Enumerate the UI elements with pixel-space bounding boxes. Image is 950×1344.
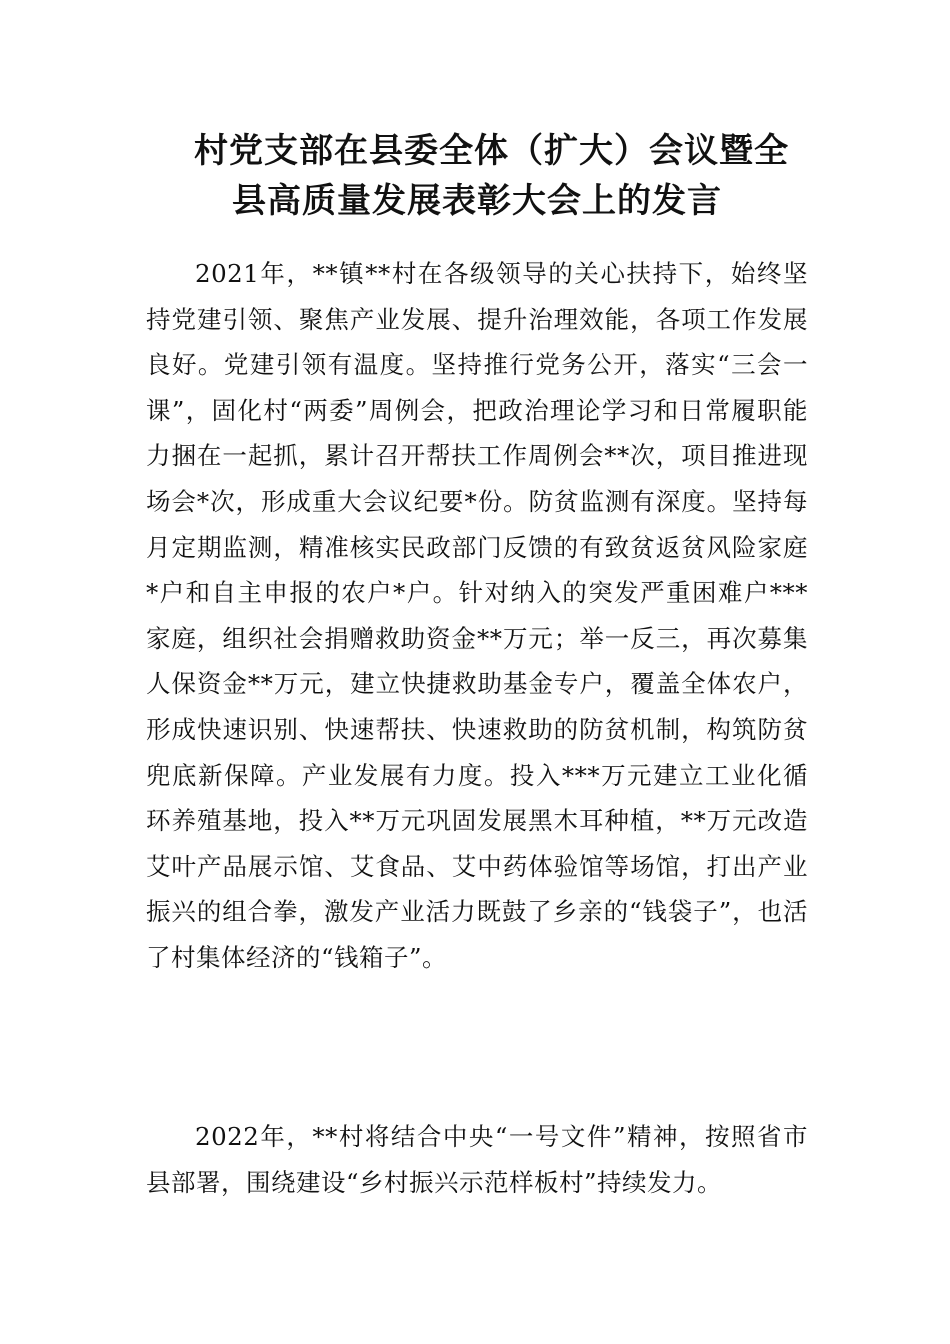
document-title <box>150 126 830 226</box>
paragraph-2022-plan: 2022年，**村将结合中央“一号文件”精神，按照省市县部署，围绕建设“乡村振兴示范样板村”持续发力。 <box>146 1122 808 1197</box>
title-line-1: 村党支部在县委全体（扩大）会议暨全 <box>194 131 789 171</box>
paragraph-2021-review: 2021年，**镇**村在各级领导的关心扶持下，始终坚持党建引领、聚焦产业发展、提升治理效能，各项工作发展良好。党建引领有温度。坚持推行党务公开，落实“三会一课”，固化村“两委”周例会，把政治理论学习和日常履职能力捆在一起抓，累计召开帮扶工作周例会**次，项目推进现场会*次，形成重大会议纪要*份。防贫监测有深度。坚持每月定期监测，精准核实民政部门反馈的有致贫返贫风险家庭*户和自主申报的农户*户。针对纳入的突发严重困难户***家庭，组织社会捐赠救助资金**万元；举一反三，再次募集人保资金**万元，建立快捷救助基金专户，覆盖全体农户，形成快速识别、快速帮扶、快速救助的防贫机制，构筑防贫兜底新保障。产业发展有力度。投入***万元建立工业化循环养殖基地，投入**万元巩固发展黑木耳种植，**万元改造艾叶产品展示馆、艾食品、艾中药体验馆等场馆，打出产业振兴的组合拳，激发产业活力既鼓了乡亲的“钱袋子”，也活了村集体经济的“钱箱子”。 <box>146 259 808 972</box>
title-line-2: 县高质量发展表彰大会上的发言 <box>232 181 722 221</box>
